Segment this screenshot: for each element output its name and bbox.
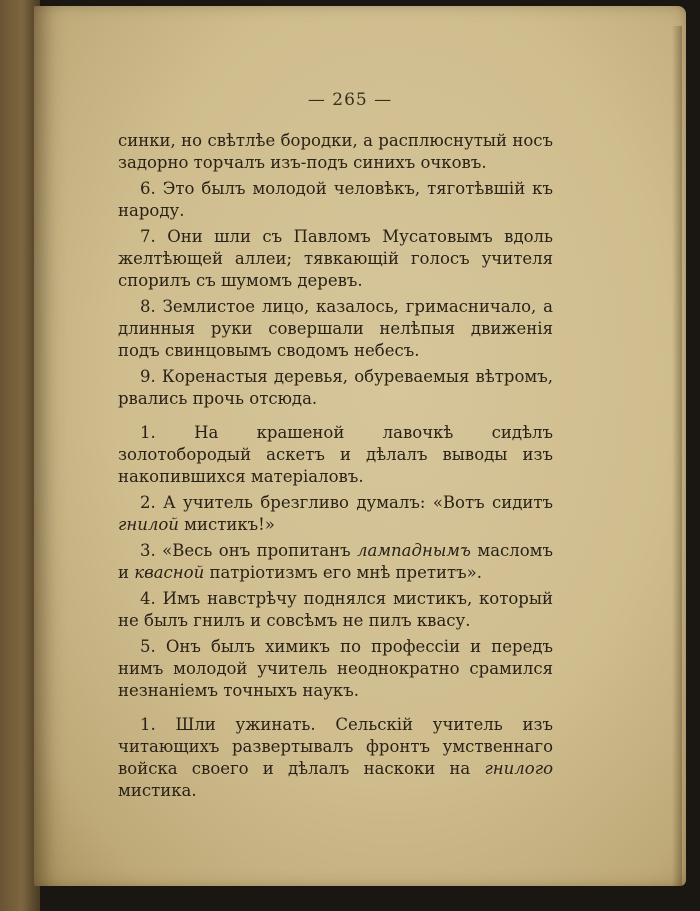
paragraph-text-tail: патріотизмъ его мнѣ претитъ».: [209, 563, 482, 582]
paragraph-text: Имъ навстрѣчу поднялся мистикъ, который не былъ гнилъ и совсѣмъ не пилъ квасу.: [118, 589, 553, 630]
paragraph-text: Это былъ молодой человѣкъ, тяготѣвшій къ народу.: [118, 179, 553, 220]
paragraph-number: 9.: [140, 367, 156, 386]
page-fore-edge: [672, 26, 682, 886]
paragraph: [118, 636, 553, 702]
page-number: — 265 —: [307, 90, 393, 110]
paragraph: [118, 492, 553, 536]
paragraph-text: Шли ужинать. Сельскій учитель изъ читающихъ развертывалъ фронтъ умственнаго войска своего и дѣлалъ наскоки на: [118, 715, 553, 778]
paragraph: [118, 296, 553, 362]
paragraph-number: 3.: [140, 541, 156, 560]
paragraph-number: 6.: [140, 179, 156, 198]
paragraph-text: Землистое лицо, казалось, гримасничало, а длинныя руки совершали нелѣпыя движенія подъ свинцовымъ сводомъ небесъ.: [118, 297, 553, 360]
paragraph: [118, 588, 553, 632]
paragraph-text: А учитель брезгливо думалъ: «Вотъ сидитъ: [163, 493, 553, 512]
paragraph: [118, 714, 553, 802]
paragraph-number: 8.: [140, 297, 156, 316]
paragraph-text: Они шли съ Павломъ Мусатовымъ вдоль желтѣющей аллеи; тявкающій голосъ учителя спорилъ съ шумомъ деревъ.: [118, 227, 553, 290]
paragraph-number: 1.: [140, 715, 156, 734]
paragraph: [118, 422, 553, 488]
italic-word: лампаднымъ: [357, 541, 471, 560]
paragraph-text: «Весь онъ пропитанъ: [162, 541, 351, 560]
page-text: [118, 130, 553, 806]
italic-word: квасной: [134, 563, 205, 582]
paragraph-text: Коренастыя деревья, обуреваемыя вѣтромъ, рвались прочь отсюда.: [118, 367, 553, 408]
italic-word: гнилой: [118, 515, 179, 534]
paragraph-text: синки, но свѣтлѣе бородки, а расплюснутый носъ задорно торчалъ изъ-подъ синихъ очковъ.: [118, 131, 553, 172]
paragraph-number: 4.: [140, 589, 156, 608]
paragraph: [118, 130, 553, 174]
paragraph-text: На крашеной лавочкѣ сидѣлъ золотобородый аскетъ и дѣлалъ выводы изъ накопившихся матеріаловъ.: [118, 423, 553, 486]
paragraph-number: 1.: [140, 423, 156, 442]
paragraph: [118, 226, 553, 292]
paragraph-text-tail: масломъ и: [118, 541, 554, 582]
paragraph: [118, 366, 553, 410]
paragraph-text: Онъ былъ химикъ по профессіи и передъ нимъ молодой учитель неоднократно срамился незнаніемъ точныхъ наукъ.: [118, 637, 553, 700]
paragraph-number: 7.: [140, 227, 156, 246]
italic-word: гнилого: [484, 759, 554, 778]
paragraph-text-tail: мистика.: [118, 781, 197, 800]
paragraph: [118, 178, 553, 222]
paragraph-text-tail: мистикъ!»: [184, 515, 275, 534]
paragraph: [118, 540, 553, 584]
paragraph-number: 2.: [140, 493, 156, 512]
paragraph-number: 5.: [140, 637, 156, 656]
